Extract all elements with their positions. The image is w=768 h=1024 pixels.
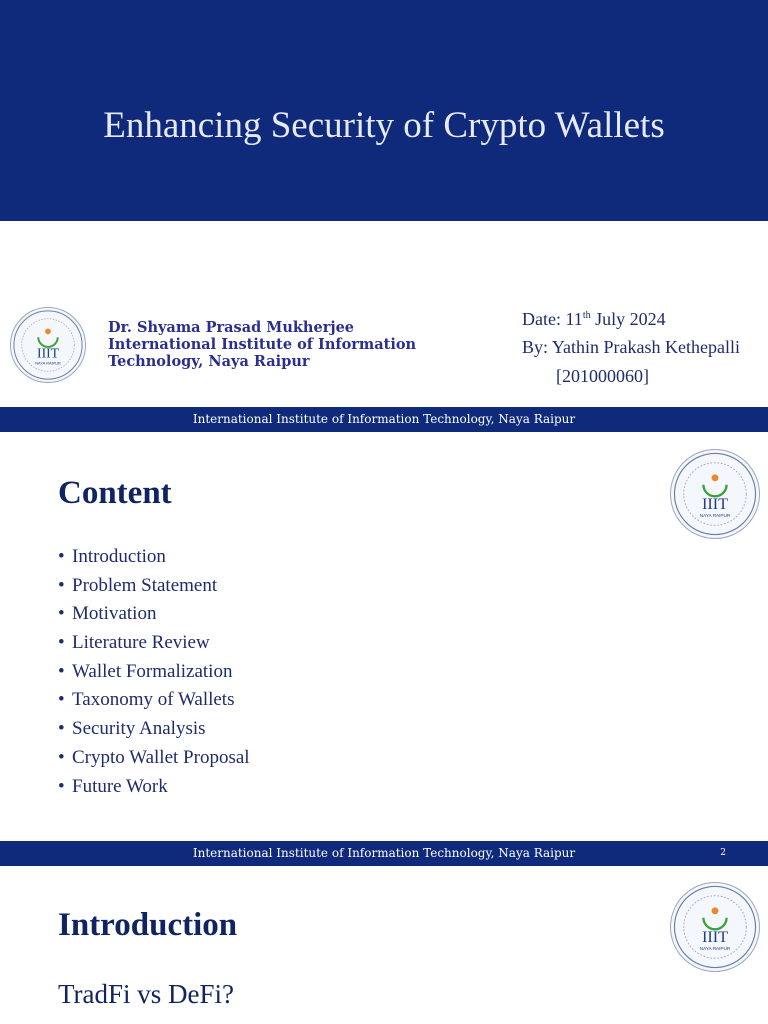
- tradfi-defi-subheading: TradFi vs DeFi?: [58, 979, 235, 1009]
- content-item-literature-review: • Literature Review: [58, 632, 210, 654]
- presenter-name: By: Yathin Prakash Kethepalli: [522, 337, 740, 357]
- page-number: 2: [720, 848, 726, 858]
- iiit-logo-icon: [10, 307, 86, 383]
- slide2-footer: [0, 841, 768, 866]
- iiit-logo-icon: [670, 882, 760, 972]
- svg-text:IIIT: IIIT: [701, 495, 729, 514]
- content-heading: Content: [58, 475, 172, 511]
- date-suffix: July 2024: [590, 309, 666, 329]
- content-item-introduction: • Introduction: [58, 546, 166, 567]
- slide-title: Enhancing Security of Crypto Wallets: [103, 105, 665, 146]
- institution-name: Dr. Shyama Prasad Mukherjee International Institute of Information Technology, Naya Raipur: [108, 319, 417, 370]
- content-item-future-work: • Future Work: [58, 775, 168, 797]
- content-item-problem-statement: • Problem Statement: [58, 574, 218, 596]
- svg-text:NAYA RAIPUR: NAYA RAIPUR: [35, 360, 61, 366]
- svg-text:NAYA RAIPUR: NAYA RAIPUR: [699, 513, 731, 519]
- presenter-id: [201000060]: [556, 366, 649, 386]
- svg-text:IIIT: IIIT: [701, 928, 729, 947]
- content-list: [58, 543, 250, 801]
- date-prefix: Date: 11: [522, 309, 583, 329]
- slide1-footer: [0, 407, 768, 432]
- content-item-wallet-proposal: • Crypto Wallet Proposal: [58, 746, 250, 768]
- content-item-security-analysis: • Security Analysis: [58, 718, 206, 740]
- introduction-heading: Introduction: [58, 907, 238, 943]
- date-superscript: th: [582, 310, 591, 321]
- footer-text: International Institute of Information Technology, Naya Raipur: [192, 846, 576, 860]
- footer-text: International Institute of Information Technology, Naya Raipur: [192, 412, 576, 426]
- svg-text:IIIT: IIIT: [37, 345, 59, 361]
- iiit-logo-icon: [670, 449, 760, 539]
- content-item-motivation: • Motivation: [58, 603, 157, 625]
- presentation-date: [522, 309, 666, 330]
- svg-text:NAYA RAIPUR: NAYA RAIPUR: [699, 946, 731, 952]
- content-item-wallet-formalization: • Wallet Formalization: [58, 660, 233, 682]
- content-item-taxonomy: • Taxonomy of Wallets: [58, 689, 235, 711]
